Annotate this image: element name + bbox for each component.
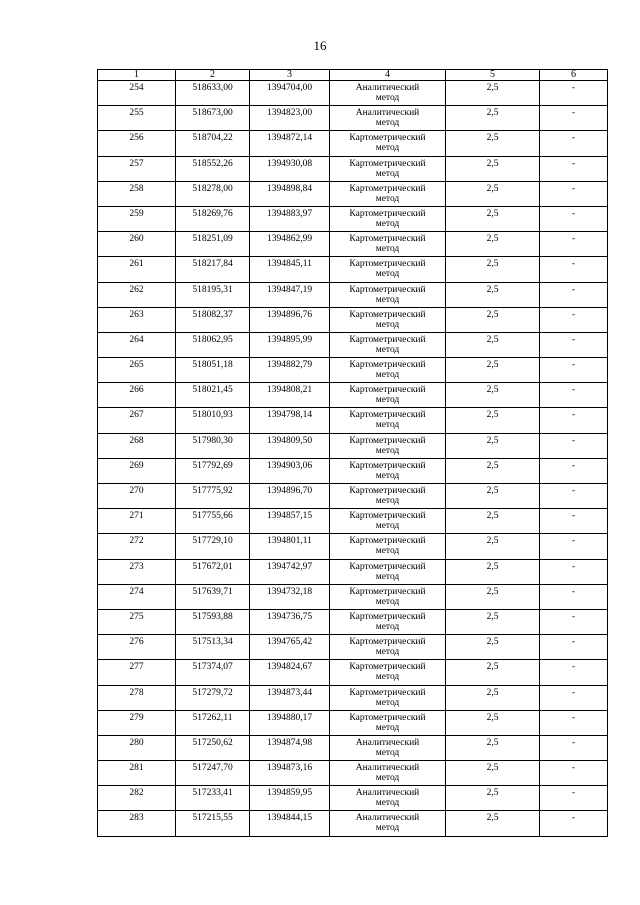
point-number-cell: 265	[98, 358, 176, 383]
coordinates-table	[97, 69, 608, 837]
method-line-2: метод	[375, 193, 400, 204]
note-cell: -	[540, 685, 608, 710]
method-line-2: метод	[375, 470, 400, 481]
table-row	[98, 408, 608, 433]
method-line-2: метод	[375, 521, 400, 532]
point-number-cell: 281	[98, 761, 176, 786]
method-line-2: метод	[375, 747, 400, 758]
note-cell: -	[540, 81, 608, 106]
y-coordinate-cell: 1394824,67	[250, 660, 330, 685]
x-coordinate-cell: 518051,18	[176, 358, 250, 383]
method-line-1: Картометрический	[349, 385, 426, 396]
x-coordinate-cell: 518217,84	[176, 257, 250, 282]
y-coordinate-cell: 1394844,15	[250, 811, 330, 836]
note-cell: -	[540, 307, 608, 332]
note-cell: -	[540, 786, 608, 811]
method-line-2: метод	[375, 445, 400, 456]
accuracy-cell: 2,5	[446, 307, 540, 332]
note-cell: -	[540, 710, 608, 735]
accuracy-cell: 2,5	[446, 609, 540, 634]
point-number-cell: 255	[98, 106, 176, 131]
column-header-3: 3	[250, 70, 330, 81]
y-coordinate-cell: 1394880,17	[250, 710, 330, 735]
method-line-2: метод	[375, 344, 400, 355]
note-cell: -	[540, 458, 608, 483]
method-cell	[330, 106, 446, 131]
x-coordinate-cell: 518673,00	[176, 106, 250, 131]
method-line-2: метод	[375, 672, 400, 683]
y-coordinate-cell: 1394732,18	[250, 584, 330, 609]
accuracy-cell: 2,5	[446, 458, 540, 483]
table-row	[98, 433, 608, 458]
point-number-cell: 279	[98, 710, 176, 735]
accuracy-cell: 2,5	[446, 811, 540, 836]
point-number-cell: 277	[98, 660, 176, 685]
method-cell	[330, 710, 446, 735]
point-number-cell: 267	[98, 408, 176, 433]
x-coordinate-cell: 518704,22	[176, 131, 250, 156]
method-line-1: Картометрический	[349, 259, 426, 270]
point-number-cell: 273	[98, 559, 176, 584]
method-line-1: Картометрический	[349, 435, 426, 446]
method-cell	[330, 332, 446, 357]
y-coordinate-cell: 1394847,19	[250, 282, 330, 307]
y-coordinate-cell: 1394809,50	[250, 433, 330, 458]
x-coordinate-cell: 518082,37	[176, 307, 250, 332]
x-coordinate-cell: 517262,11	[176, 710, 250, 735]
y-coordinate-cell: 1394704,00	[250, 81, 330, 106]
method-line-1: Картометрический	[349, 486, 426, 496]
x-coordinate-cell: 518552,26	[176, 156, 250, 181]
method-line-2: метод	[375, 823, 400, 834]
table-row	[98, 81, 608, 106]
accuracy-cell: 2,5	[446, 181, 540, 206]
method-line-1: Картометрический	[349, 662, 426, 673]
point-number-cell: 276	[98, 635, 176, 660]
table-row	[98, 761, 608, 786]
y-coordinate-cell: 1394859,95	[250, 786, 330, 811]
method-line-1: Картометрический	[349, 284, 426, 295]
method-line-2: метод	[375, 596, 400, 607]
method-line-2: метод	[375, 244, 400, 255]
method-line-1: Картометрический	[349, 712, 426, 723]
method-line-1: Аналитический	[355, 83, 420, 93]
x-coordinate-cell: 518062,95	[176, 332, 250, 357]
method-line-2: метод	[375, 647, 400, 658]
x-coordinate-cell: 517247,70	[176, 761, 250, 786]
x-coordinate-cell: 517792,69	[176, 458, 250, 483]
method-cell	[330, 383, 446, 408]
accuracy-cell: 2,5	[446, 358, 540, 383]
y-coordinate-cell: 1394895,99	[250, 332, 330, 357]
accuracy-cell: 2,5	[446, 761, 540, 786]
y-coordinate-cell: 1394857,15	[250, 509, 330, 534]
x-coordinate-cell: 518269,76	[176, 206, 250, 231]
table-row	[98, 811, 608, 836]
method-line-2: метод	[375, 621, 400, 632]
method-line-1: Картометрический	[349, 183, 426, 194]
point-number-cell: 269	[98, 458, 176, 483]
method-line-2: метод	[375, 798, 400, 809]
table-row	[98, 181, 608, 206]
method-line-2: метод	[375, 420, 400, 431]
method-cell	[330, 156, 446, 181]
method-line-1: Картометрический	[349, 234, 426, 245]
point-number-cell: 280	[98, 735, 176, 760]
method-line-1: Картометрический	[349, 410, 426, 421]
note-cell: -	[540, 559, 608, 584]
method-line-1: Картометрический	[349, 133, 426, 144]
note-cell: -	[540, 332, 608, 357]
table-body	[98, 81, 608, 837]
method-line-2: метод	[375, 319, 400, 330]
table-row	[98, 685, 608, 710]
method-cell	[330, 131, 446, 156]
method-line-2: метод	[375, 294, 400, 305]
note-cell: -	[540, 156, 608, 181]
method-line-1: Картометрический	[349, 637, 426, 648]
note-cell: -	[540, 509, 608, 534]
method-line-2: метод	[375, 370, 400, 381]
y-coordinate-cell: 1394882,79	[250, 358, 330, 383]
x-coordinate-cell: 517279,72	[176, 685, 250, 710]
accuracy-cell: 2,5	[446, 106, 540, 131]
x-coordinate-cell: 517593,88	[176, 609, 250, 634]
method-cell	[330, 609, 446, 634]
method-line-1: Картометрический	[349, 334, 426, 345]
y-coordinate-cell: 1394883,97	[250, 206, 330, 231]
note-cell: -	[540, 358, 608, 383]
note-cell: -	[540, 811, 608, 836]
y-coordinate-cell: 1394896,76	[250, 307, 330, 332]
method-cell	[330, 433, 446, 458]
x-coordinate-cell: 517980,30	[176, 433, 250, 458]
accuracy-cell: 2,5	[446, 635, 540, 660]
note-cell: -	[540, 534, 608, 559]
y-coordinate-cell: 1394898,84	[250, 181, 330, 206]
method-cell	[330, 509, 446, 534]
method-cell	[330, 584, 446, 609]
point-number-cell: 257	[98, 156, 176, 181]
method-cell	[330, 786, 446, 811]
note-cell: -	[540, 282, 608, 307]
table-row	[98, 206, 608, 231]
point-number-cell: 282	[98, 786, 176, 811]
method-line-1: Картометрический	[349, 561, 426, 572]
table-row	[98, 534, 608, 559]
method-line-2: метод	[375, 395, 400, 406]
method-line-1: Картометрический	[349, 158, 426, 169]
table-row	[98, 584, 608, 609]
point-number-cell: 259	[98, 206, 176, 231]
accuracy-cell: 2,5	[446, 660, 540, 685]
point-number-cell: 266	[98, 383, 176, 408]
accuracy-cell: 2,5	[446, 710, 540, 735]
note-cell: -	[540, 635, 608, 660]
table-row	[98, 156, 608, 181]
method-cell	[330, 307, 446, 332]
method-line-2: метод	[375, 168, 400, 179]
accuracy-cell: 2,5	[446, 383, 540, 408]
method-line-2: метод	[375, 571, 400, 582]
accuracy-cell: 2,5	[446, 332, 540, 357]
y-coordinate-cell: 1394873,16	[250, 761, 330, 786]
x-coordinate-cell: 518633,00	[176, 81, 250, 106]
y-coordinate-cell: 1394736,75	[250, 609, 330, 634]
y-coordinate-cell: 1394845,11	[250, 257, 330, 282]
method-cell	[330, 761, 446, 786]
method-line-2: метод	[375, 93, 400, 103]
x-coordinate-cell: 517374,07	[176, 660, 250, 685]
method-cell	[330, 735, 446, 760]
method-cell	[330, 534, 446, 559]
x-coordinate-cell: 517250,62	[176, 735, 250, 760]
method-line-1: Аналитический	[355, 788, 420, 799]
table-row	[98, 307, 608, 332]
method-line-1: Картометрический	[349, 360, 426, 371]
y-coordinate-cell: 1394801,11	[250, 534, 330, 559]
method-line-1: Картометрический	[349, 460, 426, 471]
note-cell: -	[540, 206, 608, 231]
table-row	[98, 735, 608, 760]
y-coordinate-cell: 1394874,98	[250, 735, 330, 760]
point-number-cell: 256	[98, 131, 176, 156]
column-header-4: 4	[330, 70, 446, 81]
method-line-2: метод	[375, 218, 400, 229]
method-cell	[330, 257, 446, 282]
point-number-cell: 264	[98, 332, 176, 357]
accuracy-cell: 2,5	[446, 786, 540, 811]
y-coordinate-cell: 1394903,06	[250, 458, 330, 483]
accuracy-cell: 2,5	[446, 257, 540, 282]
accuracy-cell: 2,5	[446, 559, 540, 584]
table-row	[98, 509, 608, 534]
y-coordinate-cell: 1394930,08	[250, 156, 330, 181]
table-row	[98, 458, 608, 483]
x-coordinate-cell: 517639,71	[176, 584, 250, 609]
method-line-1: Аналитический	[355, 763, 420, 774]
table-row	[98, 332, 608, 357]
x-coordinate-cell: 517672,01	[176, 559, 250, 584]
method-line-1: Картометрический	[349, 208, 426, 219]
table-row	[98, 257, 608, 282]
table-row	[98, 660, 608, 685]
page-number: 16	[313, 38, 327, 53]
method-line-2: метод	[375, 269, 400, 280]
method-line-2: метод	[375, 143, 400, 154]
y-coordinate-cell: 1394872,14	[250, 131, 330, 156]
note-cell: -	[540, 735, 608, 760]
x-coordinate-cell: 517755,66	[176, 509, 250, 534]
x-coordinate-cell: 517775,92	[176, 484, 250, 509]
accuracy-cell: 2,5	[446, 131, 540, 156]
method-cell	[330, 408, 446, 433]
table-row	[98, 710, 608, 735]
x-coordinate-cell: 518251,09	[176, 232, 250, 257]
method-line-1: Аналитический	[355, 108, 420, 119]
y-coordinate-cell: 1394862,99	[250, 232, 330, 257]
method-line-1: Аналитический	[355, 737, 420, 748]
x-coordinate-cell: 518278,00	[176, 181, 250, 206]
accuracy-cell: 2,5	[446, 81, 540, 106]
table-row	[98, 358, 608, 383]
note-cell: -	[540, 383, 608, 408]
x-coordinate-cell: 517233,41	[176, 786, 250, 811]
x-coordinate-cell: 517215,55	[176, 811, 250, 836]
method-cell	[330, 358, 446, 383]
method-cell	[330, 458, 446, 483]
point-number-cell: 274	[98, 584, 176, 609]
method-cell	[330, 181, 446, 206]
column-header-6: 6	[540, 70, 608, 81]
method-cell	[330, 232, 446, 257]
y-coordinate-cell: 1394742,97	[250, 559, 330, 584]
point-number-cell: 275	[98, 609, 176, 634]
note-cell: -	[540, 484, 608, 509]
point-number-cell: 263	[98, 307, 176, 332]
y-coordinate-cell: 1394808,21	[250, 383, 330, 408]
method-cell	[330, 559, 446, 584]
method-line-2: метод	[375, 496, 400, 506]
column-header-2: 2	[176, 70, 250, 81]
y-coordinate-cell: 1394823,00	[250, 106, 330, 131]
accuracy-cell: 2,5	[446, 156, 540, 181]
accuracy-cell: 2,5	[446, 433, 540, 458]
note-cell: -	[540, 761, 608, 786]
method-cell	[330, 484, 446, 509]
accuracy-cell: 2,5	[446, 584, 540, 609]
note-cell: -	[540, 131, 608, 156]
y-coordinate-cell: 1394896,70	[250, 484, 330, 509]
method-line-2: метод	[375, 722, 400, 733]
table-row	[98, 232, 608, 257]
point-number-cell: 271	[98, 509, 176, 534]
y-coordinate-cell: 1394873,44	[250, 685, 330, 710]
method-line-2: метод	[375, 118, 400, 129]
method-line-1: Картометрический	[349, 511, 426, 522]
accuracy-cell: 2,5	[446, 206, 540, 231]
accuracy-cell: 2,5	[446, 484, 540, 509]
note-cell: -	[540, 232, 608, 257]
x-coordinate-cell: 517513,34	[176, 635, 250, 660]
point-number-cell: 272	[98, 534, 176, 559]
x-coordinate-cell: 517729,10	[176, 534, 250, 559]
note-cell: -	[540, 257, 608, 282]
table-row	[98, 106, 608, 131]
method-cell	[330, 685, 446, 710]
method-cell	[330, 811, 446, 836]
point-number-cell: 262	[98, 282, 176, 307]
table-row	[98, 609, 608, 634]
method-line-1: Картометрический	[349, 586, 426, 597]
y-coordinate-cell: 1394765,42	[250, 635, 330, 660]
note-cell: -	[540, 408, 608, 433]
accuracy-cell: 2,5	[446, 534, 540, 559]
method-line-2: метод	[375, 697, 400, 708]
note-cell: -	[540, 660, 608, 685]
table-row	[98, 383, 608, 408]
point-number-cell: 268	[98, 433, 176, 458]
point-number-cell: 260	[98, 232, 176, 257]
method-cell	[330, 206, 446, 231]
method-line-1: Картометрический	[349, 536, 426, 547]
method-line-1: Картометрический	[349, 611, 426, 622]
method-cell	[330, 81, 446, 106]
method-line-2: метод	[375, 773, 400, 784]
x-coordinate-cell: 518010,93	[176, 408, 250, 433]
table-header-row	[98, 70, 608, 81]
accuracy-cell: 2,5	[446, 509, 540, 534]
method-line-1: Аналитический	[355, 813, 420, 824]
table-row	[98, 484, 608, 509]
note-cell: -	[540, 584, 608, 609]
method-line-1: Картометрический	[349, 687, 426, 698]
table-row	[98, 282, 608, 307]
table-row	[98, 786, 608, 811]
column-header-5: 5	[446, 70, 540, 81]
method-cell	[330, 635, 446, 660]
note-cell: -	[540, 609, 608, 634]
accuracy-cell: 2,5	[446, 408, 540, 433]
point-number-cell: 258	[98, 181, 176, 206]
table-row	[98, 635, 608, 660]
note-cell: -	[540, 181, 608, 206]
method-cell	[330, 282, 446, 307]
point-number-cell: 270	[98, 484, 176, 509]
accuracy-cell: 2,5	[446, 232, 540, 257]
method-line-1: Картометрический	[349, 309, 426, 320]
y-coordinate-cell: 1394798,14	[250, 408, 330, 433]
table-row	[98, 559, 608, 584]
note-cell: -	[540, 433, 608, 458]
x-coordinate-cell: 518021,45	[176, 383, 250, 408]
point-number-cell: 283	[98, 811, 176, 836]
point-number-cell: 278	[98, 685, 176, 710]
x-coordinate-cell: 518195,31	[176, 282, 250, 307]
method-line-2: метод	[375, 546, 400, 557]
point-number-cell: 254	[98, 81, 176, 106]
note-cell: -	[540, 106, 608, 131]
point-number-cell: 261	[98, 257, 176, 282]
table-row	[98, 131, 608, 156]
accuracy-cell: 2,5	[446, 735, 540, 760]
accuracy-cell: 2,5	[446, 282, 540, 307]
method-cell	[330, 660, 446, 685]
column-header-1: 1	[98, 70, 176, 81]
accuracy-cell: 2,5	[446, 685, 540, 710]
